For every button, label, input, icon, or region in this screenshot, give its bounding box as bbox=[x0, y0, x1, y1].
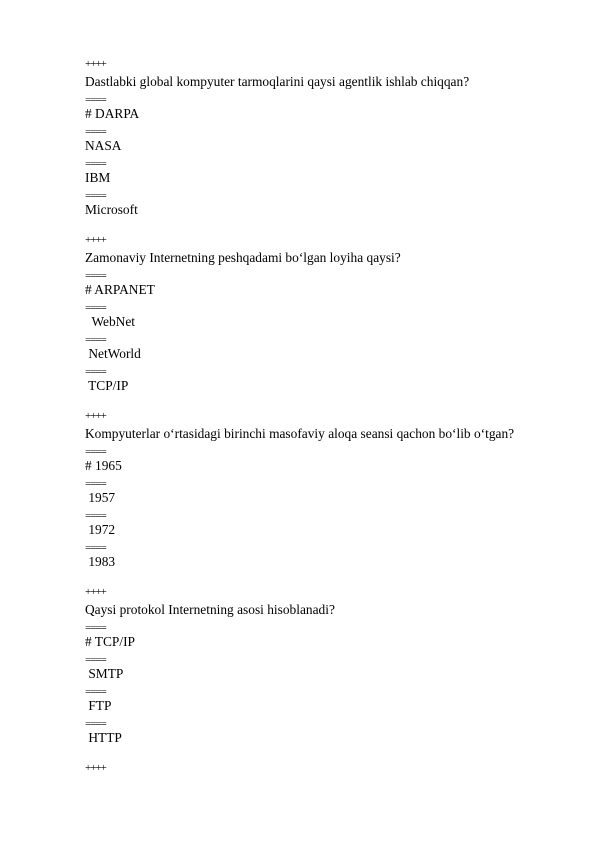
answer-option-correct: # TCP/IP bbox=[85, 634, 135, 649]
equal-separator: ==== bbox=[85, 190, 106, 202]
answer-option: HTTP bbox=[85, 730, 122, 745]
answer-option: Microsoft bbox=[85, 202, 138, 217]
plus-separator: ++++ bbox=[85, 410, 106, 422]
answer-option: NetWorld bbox=[85, 346, 141, 361]
question-text: Zamonaviy Internetning peshqadami bo‘lgan loyiha qaysi? bbox=[85, 250, 401, 265]
equal-separator: ==== bbox=[85, 158, 106, 170]
answer-option: 1972 bbox=[85, 522, 116, 537]
answer-option: IBM bbox=[85, 170, 111, 185]
equal-separator: ==== bbox=[85, 622, 106, 634]
answer-option: NASA bbox=[85, 138, 122, 153]
equal-separator: ==== bbox=[85, 542, 106, 554]
equal-separator: ==== bbox=[85, 718, 106, 730]
answer-option: 1983 bbox=[85, 554, 116, 569]
equal-separator: ==== bbox=[85, 302, 106, 314]
answer-option: SMTP bbox=[85, 666, 124, 681]
equal-separator: ==== bbox=[85, 654, 106, 666]
answer-option: FTP bbox=[85, 698, 112, 713]
equal-separator: ==== bbox=[85, 94, 106, 106]
plus-separator: ++++ bbox=[85, 58, 106, 70]
answer-option-correct: # DARPA bbox=[85, 106, 140, 121]
plus-separator: ++++ bbox=[85, 586, 106, 598]
plus-separator: ++++ bbox=[85, 762, 106, 774]
question-text: Qaysi protokol Internetning asosi hisoblanadi? bbox=[85, 602, 335, 617]
answer-option: TCP/IP bbox=[85, 378, 129, 393]
answer-option: WebNet bbox=[85, 314, 135, 329]
equal-separator: ==== bbox=[85, 126, 106, 138]
equal-separator: ==== bbox=[85, 446, 106, 458]
equal-separator: ==== bbox=[85, 366, 106, 378]
equal-separator: ==== bbox=[85, 686, 106, 698]
answer-option-correct: # ARPANET bbox=[85, 282, 155, 297]
answer-option: 1957 bbox=[85, 490, 116, 505]
equal-separator: ==== bbox=[85, 270, 106, 282]
question-text: Kompyuterlar o‘rtasidagi birinchi masofaviy aloqa seansi qachon bo‘lib o‘tgan? bbox=[85, 426, 515, 441]
equal-separator: ==== bbox=[85, 478, 106, 490]
plus-separator: ++++ bbox=[85, 234, 106, 246]
equal-separator: ==== bbox=[85, 510, 106, 522]
equal-separator: ==== bbox=[85, 334, 106, 346]
answer-option-correct: # 1965 bbox=[85, 458, 122, 473]
question-text: Dastlabki global kompyuter tarmoqlarini qaysi agentlik ishlab chiqqan? bbox=[85, 74, 470, 89]
